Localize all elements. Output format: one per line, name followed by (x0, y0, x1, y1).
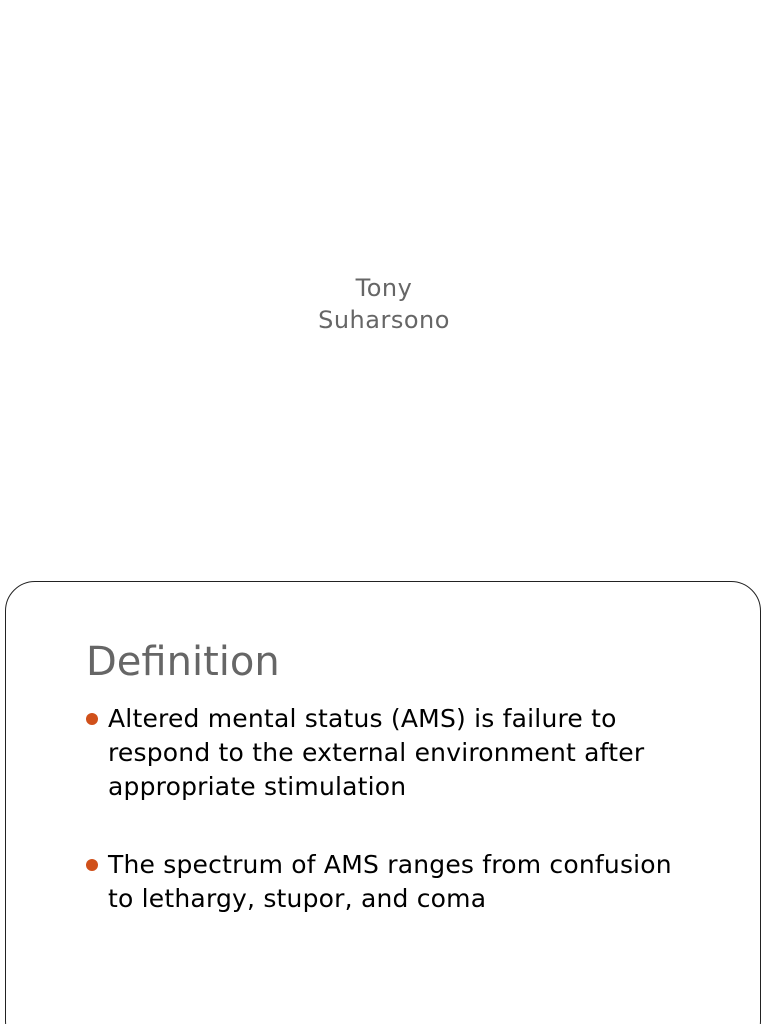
bullet-text: Altered mental status (AMS) is failure to respond to the external environment after appropriate stimulation (108, 704, 645, 801)
bullet-dot-icon (86, 859, 98, 871)
bullet-item (86, 702, 686, 804)
definition-slide (5, 581, 761, 1024)
author-name (0, 272, 768, 336)
author-first-name: Tony (355, 274, 413, 302)
slide-title: Definition (86, 639, 280, 685)
bullet-list (86, 702, 686, 916)
author-last-name: Suharsono (318, 306, 450, 334)
bullet-text: The spectrum of AMS ranges from confusion to lethargy, stupor, and coma (108, 850, 672, 913)
bullet-item (86, 848, 686, 916)
bullet-dot-icon (86, 713, 98, 725)
